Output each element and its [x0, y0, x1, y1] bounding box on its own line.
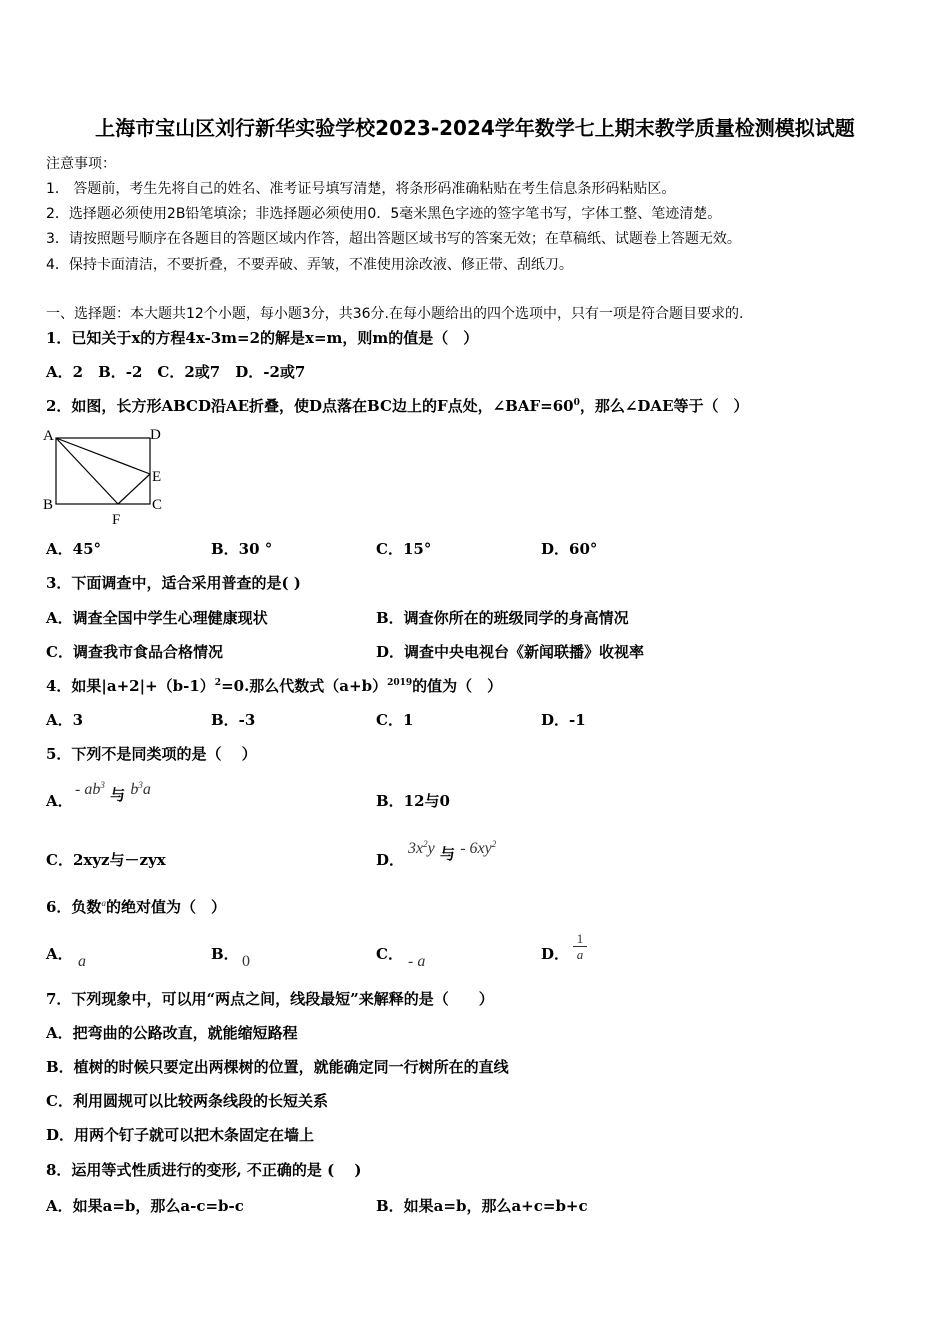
q5-a-term2-var: a — [142, 781, 151, 798]
fold-line-af — [56, 438, 118, 504]
q6-option-b-label: B． — [211, 945, 239, 963]
q5-a-term1-sup: 3 — [100, 780, 105, 790]
q5-d-term1-sup: 2 — [423, 839, 428, 849]
q6-var-a: a — [101, 898, 106, 908]
q5-d-term2-sup: 2 — [491, 839, 497, 849]
q5-option-c: C．2xyz与－zyx — [46, 851, 166, 869]
q4-stem-part2: =0.那么代数式（a+b） — [221, 677, 388, 695]
q7-option-c: C．利用圆规可以比较两条线段的长短关系 — [46, 1092, 328, 1110]
q8-stem: 8．运用等式性质进行的变形, 不正确的是 ( ) — [46, 1161, 362, 1179]
q4-power-sup: 2019 — [387, 678, 413, 688]
q3-option-b: B．调查你所在的班级同学的身高情况 — [376, 609, 629, 627]
q6-option-a-value: a — [78, 953, 86, 970]
q6-stem-tail: 的绝对值为（ ） — [105, 898, 226, 916]
q5-option-a-expr — [75, 778, 151, 804]
q5-option-d-label: D． — [376, 851, 405, 869]
q4-option-a: A．3 — [46, 711, 84, 729]
q6-stem — [46, 896, 226, 917]
q6-option-c-value: - a — [408, 953, 426, 970]
q5-option-b: B．12与0 — [376, 792, 450, 810]
q7-option-a: A．把弯曲的公路改直，就能缩短路程 — [46, 1024, 298, 1042]
q6-option-b-value: 0 — [242, 953, 250, 970]
note-item-2: 2．选择题必须使用2B铅笔填涂；非选择题必须使用0．5毫米黑色字迹的签字笔书写，字体工整、笔迹清楚。 — [46, 206, 722, 222]
q4-stem — [46, 675, 502, 696]
q1-options: A．2 B．-2 C．2或7 D．-2或7 — [46, 363, 306, 381]
q2-stem-text: 2．如图，长方形ABCD沿AE折叠，使D点落在BC边上的F点处，∠BAF=60 — [46, 397, 574, 415]
q5-d-term1-b: y — [427, 840, 435, 857]
q4-option-d: D．-1 — [541, 711, 586, 729]
q5-d-term2: - 6xy — [460, 840, 492, 857]
q6-option-d-label: D． — [541, 945, 570, 963]
q4-square-sup: 2 — [214, 678, 222, 688]
q2-option-a: A．45° — [46, 540, 102, 558]
q3-option-c: C．调查我市食品合格情况 — [46, 643, 223, 661]
q5-a-term2-sup: 3 — [138, 780, 143, 790]
q5-a-term2-base: b — [130, 781, 139, 798]
label-b: B — [43, 497, 54, 513]
rectangle-abcd — [56, 438, 150, 504]
section-heading: 一、选择题：本大题共12个小题，每小题3分，共36分.在每小题给出的四个选项中，只有一项是符合题目要求的. — [46, 306, 744, 322]
q5-option-a-label: A． — [46, 792, 73, 810]
q6-fraction-numerator: 1 — [576, 931, 584, 946]
label-a: A — [43, 428, 54, 444]
q7-option-d: D．用两个钉子就可以把木条固定在墙上 — [46, 1126, 315, 1144]
q2-degree-sup: 0 — [573, 398, 580, 408]
label-c: C — [152, 497, 163, 513]
q4-stem-part3: 的值为（ ） — [412, 677, 503, 695]
notes-heading: 注意事项： — [46, 156, 116, 172]
q4-stem-part1: 4．如果|a+2|+（b-1） — [46, 677, 215, 695]
q6-option-a-label: A． — [46, 945, 73, 963]
label-e: E — [152, 469, 162, 485]
q4-option-c: C．1 — [376, 711, 414, 729]
q5-stem: 5．下列不是同类项的是（ ） — [46, 745, 257, 763]
q1-stem: 1．已知关于x的方程4x-3m=2的解是x=m，则m的值是（ ） — [46, 329, 479, 347]
q3-stem: 3．下面调查中，适合采用普查的是( ) — [46, 574, 301, 592]
exam-title: 上海市宝山区刘行新华实验学校2023-2024学年数学七上期末教学质量检测模拟试题 — [95, 116, 855, 140]
q2-option-b: B．30 ° — [211, 540, 273, 558]
q2-stem-tail: ，那么∠DAE等于（ ） — [579, 397, 749, 415]
q7-stem: 7．下列现象中，可以用“两点之间，线段最短”来解释的是（ ） — [46, 990, 494, 1008]
note-item-1: 1． 答题前，考生先将自己的姓名、准考证号填写清楚，将条形码准确粘贴在考生信息条形码粘贴区。 — [46, 181, 676, 197]
label-d: D — [150, 427, 161, 443]
q6-stem-text: 6．负数 — [46, 898, 102, 916]
q5-a-with: 与 — [110, 786, 126, 804]
q6-option-d-fraction — [573, 931, 587, 962]
q4-option-b: B．-3 — [211, 711, 256, 729]
note-item-4: 4．保持卡面清洁，不要折叠，不要弄破、弄皱，不准使用涂改液、修正带、刮纸刀。 — [46, 257, 573, 273]
q3-option-d: D．调查中央电视台《新闻联播》收视率 — [376, 643, 645, 661]
q2-option-d: D．60° — [541, 540, 598, 558]
q5-a-term1: - ab — [75, 781, 101, 798]
q6-fraction-denominator: a — [576, 947, 584, 962]
q6-option-c-label: C． — [376, 945, 403, 963]
q7-option-b: B．植树的时候只要定出两棵树的位置，就能确定同一行树所在的直线 — [46, 1058, 509, 1076]
label-f: F — [112, 512, 121, 527]
q5-d-with: 与 — [439, 845, 455, 863]
q3-option-a: A．调查全国中学生心理健康现状 — [46, 609, 268, 627]
q5-d-term1-a: 3x — [408, 840, 424, 857]
q8-option-b: B．如果a=b，那么a+c=b+c — [376, 1197, 588, 1215]
fold-line-fe — [118, 474, 150, 504]
fold-line-ae — [56, 438, 150, 474]
q5-option-d-expr — [408, 837, 497, 863]
q2-stem — [46, 395, 749, 416]
q2-rectangle-figure — [40, 422, 170, 527]
q2-option-c: C．15° — [376, 540, 432, 558]
note-item-3: 3．请按照题号顺序在各题目的答题区域内作答，超出答题区域书写的答案无效；在草稿纸、试题卷上答题无效。 — [46, 231, 741, 247]
q8-option-a: A．如果a=b，那么a-c=b-c — [46, 1197, 244, 1215]
